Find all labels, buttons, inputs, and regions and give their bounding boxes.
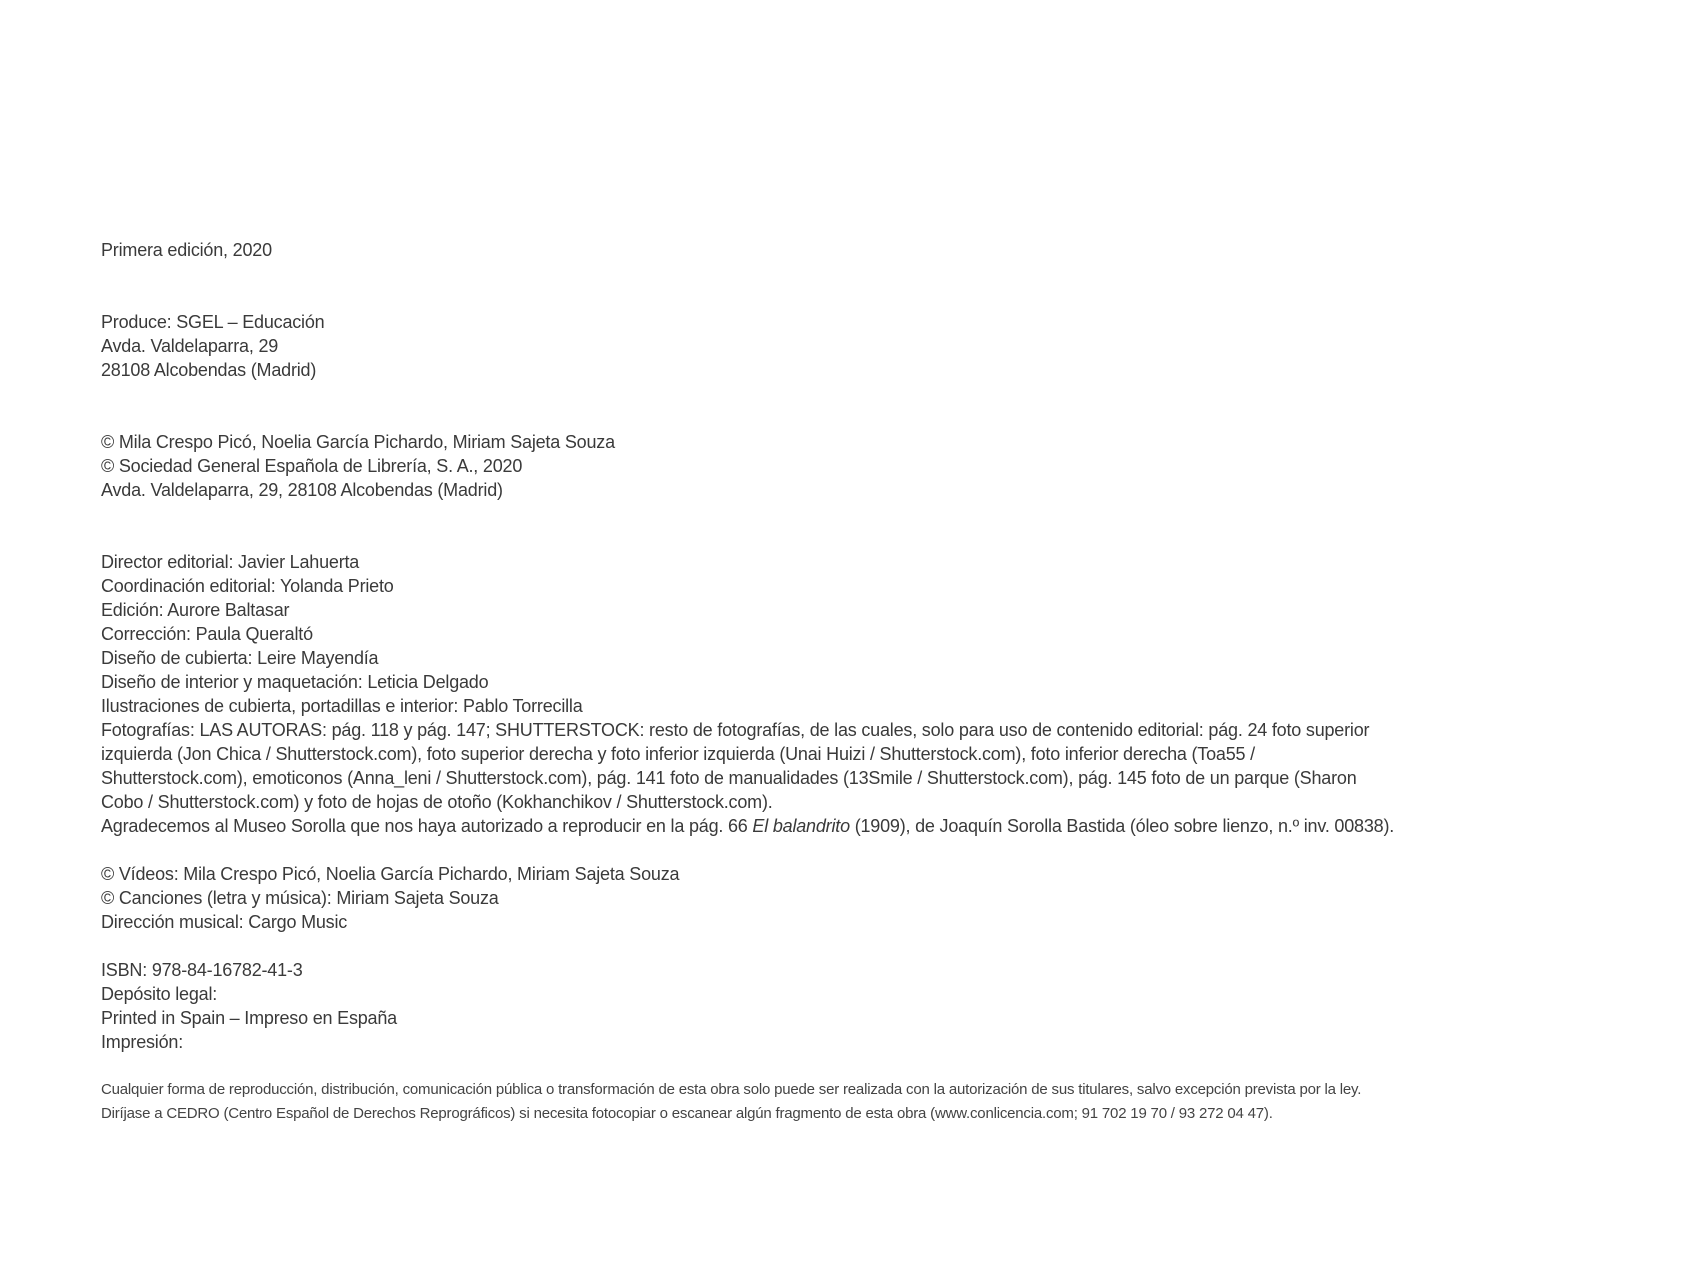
legal-notice: Cualquier forma de reproducción, distribución, comunicación pública o transformación de esta obra solo puede ser realizada con la autorización de sus titulares, salvo excepción prevista por la ley. Diríjase a CEDRO (Centro Español de Derechos Reprográficos) si necesita fotocopiar o escanear algún fragmento de esta obra (www.conlicencia.com; 91 702 19 70 / 93 272 04 47).	[101, 1081, 1362, 1122]
photo-credits: Fotografías: LAS AUTORAS: pág. 118 y pág. 147; SHUTTERSTOCK: resto de fotografías, de las cuales, solo para uso de contenido editorial: pág. 24 foto superior izquierda (Jon Chica / Shutterstock.com), foto superior derecha y foto inferior izquierda (Unai Huizi / Shutterstock.com), foto inferior derecha (Toa55 / Shutterstock.com), emoticonos (Anna_leni / Shutterstock.com), pág. 141 foto de manualidades (13Smile / Shutterstock.com), pág. 145 foto de un parque (Sharon Cobo / Shutterstock.com) y foto de hojas de otoño (Kokhanchikov / Shutterstock.com).	[101, 720, 1370, 812]
thanks-paragraph	[101, 814, 1401, 838]
edition-line: Primera edición, 2020	[101, 240, 272, 260]
credit-correction: Corrección: Paula Queraltó	[101, 624, 313, 644]
thanks-text-before: Agradecemos al Museo Sorolla que nos haya autorizado a reproducir en la pág. 66	[101, 816, 753, 836]
media-block	[101, 862, 1401, 934]
credit-director: Director editorial: Javier Lahuerta	[101, 552, 360, 572]
copyright-address: Avda. Valdelaparra, 29, 28108 Alcobendas (Madrid)	[101, 480, 503, 500]
producer-line: Produce: SGEL – Educación	[101, 312, 325, 332]
copyright-page	[101, 238, 1401, 1126]
credit-cover-design: Diseño de cubierta: Leire Mayendía	[101, 648, 379, 668]
copyright-block	[101, 430, 1401, 502]
media-songs: © Canciones (letra y música): Miriam Sajeta Souza	[101, 888, 499, 908]
producer-block	[101, 310, 1401, 382]
credit-edition: Edición: Aurore Baltasar	[101, 600, 290, 620]
credit-illustrations: Ilustraciones de cubierta, portadillas e interior: Pablo Torrecilla	[101, 696, 583, 716]
credits-block	[101, 550, 1401, 718]
edition-block	[101, 238, 1401, 262]
isbn: ISBN: 978-84-16782-41-3	[101, 960, 303, 980]
legal-deposit: Depósito legal:	[101, 984, 218, 1004]
credit-coordination: Coordinación editorial: Yolanda Prieto	[101, 576, 394, 596]
publication-block	[101, 958, 1401, 1054]
media-videos: © Vídeos: Mila Crespo Picó, Noelia García Pichardo, Miriam Sajeta Souza	[101, 864, 680, 884]
printed-in: Printed in Spain – Impreso en España	[101, 1008, 397, 1028]
media-music-direction: Dirección musical: Cargo Music	[101, 912, 348, 932]
thanks-text-after: (1909), de Joaquín Sorolla Bastida (óleo sobre lienzo, n.º inv. 00838).	[849, 816, 1395, 836]
producer-address-street: Avda. Valdelaparra, 29	[101, 336, 279, 356]
credit-interior-design: Diseño de interior y maquetación: Leticia Delgado	[101, 672, 489, 692]
copyright-publisher: © Sociedad General Española de Librería, S. A., 2020	[101, 456, 523, 476]
copyright-authors: © Mila Crespo Picó, Noelia García Pichardo, Miriam Sajeta Souza	[101, 432, 615, 452]
artwork-title: El balandrito	[752, 816, 850, 836]
printing: Impresión:	[101, 1032, 184, 1052]
producer-address-city: 28108 Alcobendas (Madrid)	[101, 360, 317, 380]
